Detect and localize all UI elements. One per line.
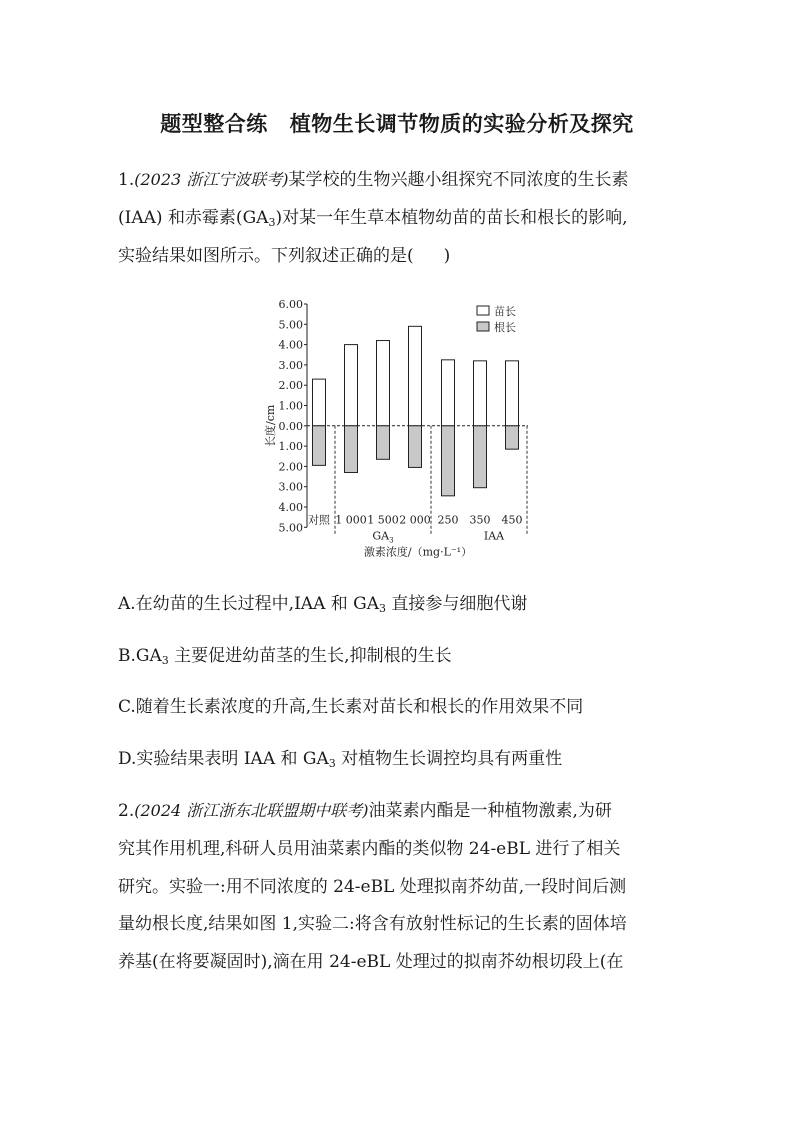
- q1-text-2b: )对某一年生草本植物幼苗的苗长和根长的影响,: [275, 208, 628, 228]
- q2-line-3: 研究。实验一:用不同浓度的 24-eBL 处理拟南芥幼苗,一段时间后测: [118, 877, 627, 897]
- bar-shoot-length: [442, 360, 455, 426]
- legend-swatch-shoot: [477, 306, 489, 315]
- q1-source: (2023 浙江宁波联考): [134, 170, 289, 189]
- bar-shoot-length: [474, 361, 487, 426]
- bar-root-length: [313, 426, 326, 466]
- legend-label-root: 根长: [494, 321, 516, 334]
- option-d-sub: 3: [328, 757, 336, 770]
- x-category-label: 2 000: [399, 513, 431, 527]
- q1-line-2: [118, 201, 627, 235]
- option-b-text: B.GA: [118, 646, 162, 666]
- q1-text-1: 某学校的生物兴趣小组探究不同浓度的生长素: [288, 170, 629, 190]
- bar-shoot-length: [345, 345, 358, 426]
- q1-text-3b: ): [443, 246, 451, 266]
- title-part-2: 植物生长调节物质的实验分析及探究: [289, 112, 634, 136]
- group-label-ga3: $GA_3$: [372, 529, 394, 545]
- group-label-subscript: 3: [389, 536, 394, 545]
- bar-shoot-length: [313, 379, 326, 426]
- y-tick-label: 1.00: [278, 440, 303, 454]
- x-category-label: 1 500: [367, 513, 399, 527]
- legend-swatch-root: [477, 322, 489, 331]
- y-tick-label: 3.00: [278, 358, 303, 372]
- y-tick-label: 2.00: [278, 379, 303, 393]
- q1-sub: 3: [268, 216, 276, 229]
- option-d-text: D.实验结果表明 IAA 和 GA: [118, 749, 329, 769]
- option-a-text: A.在幼苗的生长过程中,IAA 和 GA: [118, 594, 380, 614]
- x-category-label: 对照: [308, 513, 330, 527]
- bar-chart: [0, 290, 794, 565]
- y-axis-label: 长度/cm: [264, 404, 277, 447]
- x-category-label: 1 000: [335, 513, 367, 527]
- q1-number: 1.: [118, 170, 135, 190]
- q1-line-3: [118, 239, 450, 273]
- option-a-text-2: 直接参与细胞代谢: [386, 594, 528, 614]
- bar-root-length: [442, 426, 455, 496]
- q2-number: 2.: [118, 801, 135, 821]
- y-tick-label: 0.00: [278, 419, 303, 433]
- y-tick-label: 5.00: [278, 318, 303, 332]
- bar-root-length: [474, 426, 487, 488]
- q2-text-1: 油菜素内酯是一种植物激素,为研: [368, 801, 612, 821]
- option-b-text-2: 主要促进幼苗茎的生长,抑制根的生长: [168, 646, 452, 666]
- q2-line-1: [118, 794, 612, 828]
- bar-shoot-length: [377, 341, 390, 426]
- bar-shoot-length: [506, 361, 519, 426]
- q2-line-5: 养基(在将要凝固时),滴在用 24-eBL 处理过的拟南芥幼根切段上(在: [118, 952, 624, 972]
- y-tick-label: 3.00: [278, 480, 303, 494]
- title-part-1: 题型整合练: [160, 112, 268, 136]
- q1-text-3a: 实验结果如图所示。下列叙述正确的是(: [118, 246, 414, 266]
- y-tick-label: 1.00: [278, 399, 303, 413]
- option-a[interactable]: [118, 589, 527, 614]
- y-tick-label: 4.00: [278, 338, 303, 352]
- y-tick-label: 6.00: [278, 298, 303, 311]
- x-axis-label: 激素浓度/（mg·L⁻¹）: [363, 545, 473, 559]
- option-b-sub: 3: [161, 654, 169, 667]
- option-d-text-2: 对植物生长调控均具有两重性: [335, 749, 563, 769]
- x-category-label: 450: [501, 513, 523, 527]
- bar-root-length: [345, 426, 358, 473]
- bar-root-length: [409, 426, 422, 468]
- q1-text-2a: (IAA) 和赤霉素(GA: [118, 208, 269, 228]
- q2-line-4: 量幼根长度,结果如图 1,实验二:将含有放射性标记的生长素的固体培: [118, 914, 627, 934]
- q2-line-2: 究其作用机理,科研人员用油菜素内酯的类似物 24-eBL 进行了相关: [118, 839, 621, 859]
- x-category-label: 350: [469, 513, 491, 527]
- q1-line-1: [118, 163, 629, 197]
- q2-source: (2024 浙江浙东北联盟期中联考): [134, 801, 369, 820]
- y-tick-label: 4.00: [278, 501, 303, 514]
- bar-root-length: [377, 426, 390, 459]
- page-title: [0, 108, 794, 138]
- x-category-label: 250: [437, 513, 459, 527]
- y-tick-label: 2.00: [278, 460, 303, 474]
- option-d[interactable]: [118, 744, 562, 769]
- y-tick-label: 5.00: [278, 521, 303, 535]
- group-label-iaa: IAA: [483, 529, 505, 543]
- option-c-text: C.随着生长素浓度的升高,生长素对苗长和根长的作用效果不同: [118, 697, 584, 717]
- legend-label-shoot: 苗长: [494, 305, 516, 318]
- option-b[interactable]: [118, 641, 452, 666]
- option-a-sub: 3: [379, 602, 387, 615]
- bar-shoot-length: [409, 326, 422, 425]
- bar-root-length: [506, 426, 519, 449]
- option-c[interactable]: [118, 692, 583, 717]
